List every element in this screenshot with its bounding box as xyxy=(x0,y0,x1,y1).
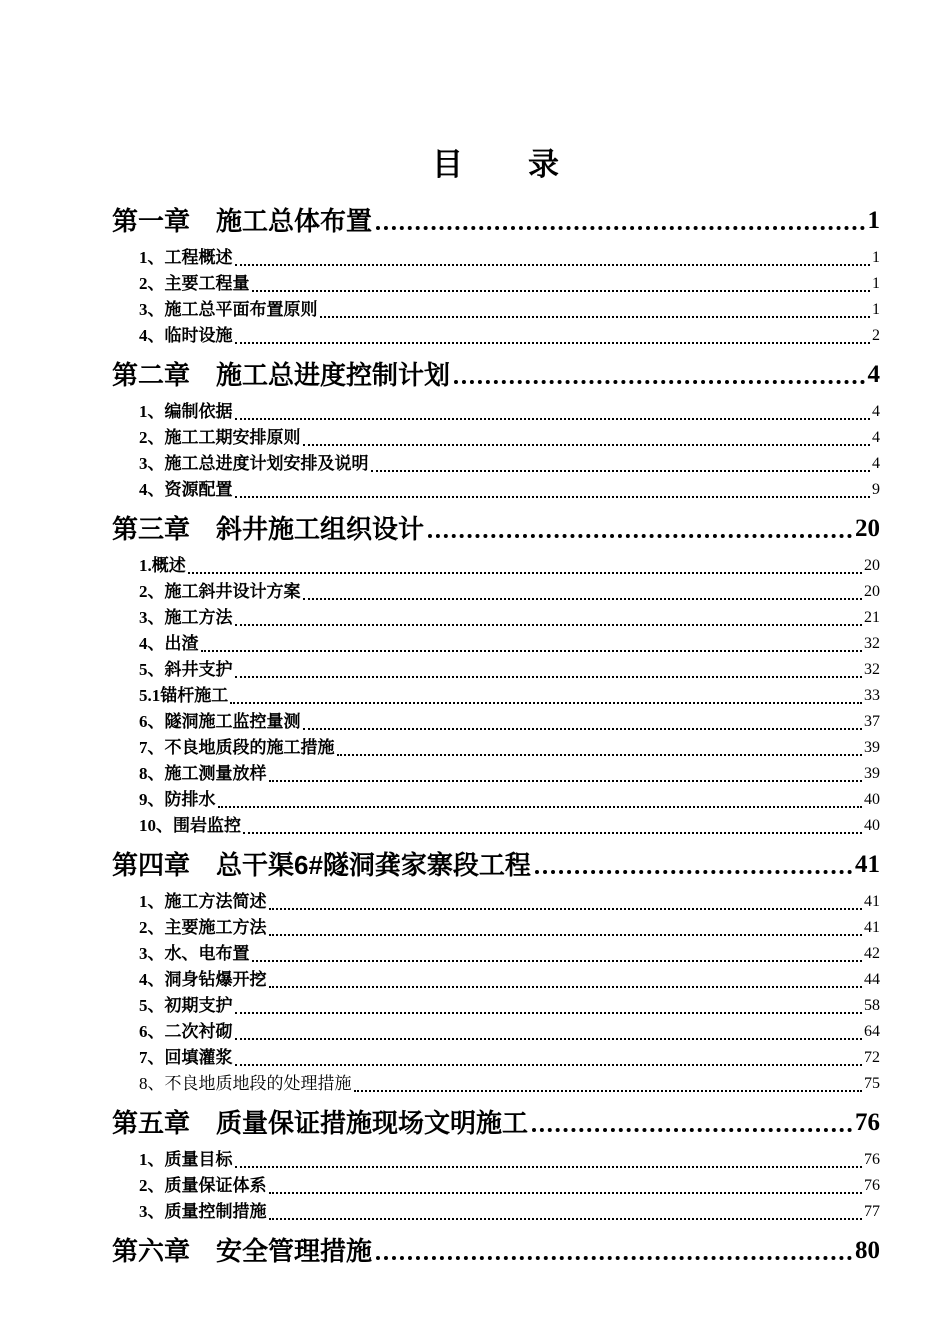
toc-item-label: 4、洞身钻爆开挖 xyxy=(139,970,267,989)
toc-item-row[interactable] xyxy=(139,1019,880,1045)
toc-item-row[interactable] xyxy=(139,271,880,297)
toc-item-label: 5.1锚杆施工 xyxy=(139,686,229,705)
toc-item-label: 6、二次衬砌 xyxy=(139,1022,233,1041)
toc-item-row[interactable] xyxy=(139,1173,880,1199)
toc-item-label: 1、工程概述 xyxy=(139,248,233,267)
toc-item-page-number: 72 xyxy=(864,1049,880,1066)
leader-dots xyxy=(235,676,863,678)
toc-item-page-number: 39 xyxy=(864,765,880,782)
toc-item-row[interactable] xyxy=(139,245,880,271)
toc-chapter xyxy=(112,1106,880,1225)
toc-item-row[interactable] xyxy=(139,889,880,915)
toc-item-row[interactable] xyxy=(139,323,880,349)
toc-item-page-number: 64 xyxy=(864,1023,880,1040)
toc-item-label: 3、施工总进度计划安排及说明 xyxy=(139,454,369,473)
toc-item-page-number: 76 xyxy=(864,1151,880,1168)
toc-item-row[interactable] xyxy=(139,1045,880,1071)
toc-item-label: 1、编制依据 xyxy=(139,402,233,421)
table-of-contents xyxy=(112,204,880,1268)
toc-item-label: 8、施工测量放样 xyxy=(139,764,267,783)
toc-item-label: 1、施工方法简述 xyxy=(139,892,267,911)
toc-item-page-number: 58 xyxy=(864,997,880,1014)
toc-item-page-number: 77 xyxy=(864,1203,880,1220)
toc-chapter xyxy=(112,358,880,503)
toc-item-row[interactable] xyxy=(139,631,880,657)
leader-dots xyxy=(243,832,862,834)
toc-item-page-number: 41 xyxy=(864,893,880,910)
toc-item-page-number: 44 xyxy=(864,971,880,988)
toc-item-page-number: 42 xyxy=(864,945,880,962)
leader-dots xyxy=(230,702,862,704)
leader-dots xyxy=(235,342,871,344)
toc-chapter-page-number: 41 xyxy=(855,851,880,878)
toc-item-page-number: 41 xyxy=(864,919,880,936)
toc-item-row[interactable] xyxy=(139,941,880,967)
toc-chapter-items xyxy=(139,245,880,349)
toc-item-label: 2、主要施工方法 xyxy=(139,918,267,937)
toc-item-page-number: 9 xyxy=(872,481,880,498)
toc-item-label: 3、施工总平面布置原则 xyxy=(139,300,318,319)
toc-chapter xyxy=(112,512,880,839)
leader-dots xyxy=(235,1038,863,1040)
toc-item-label: 2、主要工程量 xyxy=(139,274,250,293)
leader-dots xyxy=(320,316,871,318)
toc-item-label: 7、不良地质段的施工措施 xyxy=(139,738,335,757)
toc-chapter-items xyxy=(139,399,880,503)
toc-item-row[interactable] xyxy=(139,451,880,477)
toc-chapter-page-number: 20 xyxy=(855,515,880,542)
toc-item-row[interactable] xyxy=(139,425,880,451)
toc-item-label: 6、隧洞施工监控量测 xyxy=(139,712,301,731)
toc-chapter-page-number: 80 xyxy=(855,1237,880,1264)
toc-item-row[interactable] xyxy=(139,683,880,709)
leader-dots xyxy=(303,444,871,446)
toc-chapter-row[interactable] xyxy=(112,1106,880,1140)
leader-dots xyxy=(269,934,863,936)
toc-item-page-number: 75 xyxy=(864,1075,880,1092)
toc-item-label: 9、防排水 xyxy=(139,790,216,809)
toc-item-page-number: 4 xyxy=(872,403,880,420)
toc-chapter-row[interactable] xyxy=(112,512,880,546)
toc-item-page-number: 40 xyxy=(864,817,880,834)
toc-item-label: 1、质量目标 xyxy=(139,1150,233,1169)
leader-dots xyxy=(354,1090,863,1092)
toc-item-label: 10、围岩监控 xyxy=(139,816,241,835)
toc-item-row[interactable] xyxy=(139,787,880,813)
toc-chapter xyxy=(112,848,880,1097)
toc-item-label: 2、施工工期安排原则 xyxy=(139,428,301,447)
toc-item-row[interactable] xyxy=(139,915,880,941)
leader-dots xyxy=(303,728,863,730)
toc-item-row[interactable] xyxy=(139,1147,880,1173)
page-title: 目 录 xyxy=(432,147,560,182)
toc-item-row[interactable] xyxy=(139,579,880,605)
toc-chapter-label: 第三章 斜井施工组织设计 xyxy=(112,514,425,544)
leader-dots xyxy=(235,418,871,420)
toc-chapter-label: 第六章 安全管理措施 xyxy=(112,1236,373,1266)
leader-dots xyxy=(376,1256,852,1260)
toc-item-label: 3、施工方法 xyxy=(139,608,233,627)
leader-dots xyxy=(269,780,863,782)
toc-item-page-number: 1 xyxy=(872,275,880,292)
toc-item-page-number: 1 xyxy=(872,249,880,266)
toc-item-label: 3、质量控制措施 xyxy=(139,1202,267,1221)
leader-dots xyxy=(303,598,863,600)
toc-item-page-number: 76 xyxy=(864,1177,880,1194)
toc-chapter-page-number: 76 xyxy=(855,1109,880,1136)
leader-dots xyxy=(188,572,862,574)
toc-item-label: 4、出渣 xyxy=(139,634,199,653)
leader-dots xyxy=(269,908,863,910)
toc-chapter xyxy=(112,1234,880,1268)
leader-dots xyxy=(269,986,863,988)
toc-chapter-items xyxy=(139,889,880,1097)
leader-dots xyxy=(269,1192,863,1194)
toc-item-page-number: 39 xyxy=(864,739,880,756)
toc-item-row[interactable] xyxy=(139,735,880,761)
leader-dots xyxy=(371,470,871,472)
toc-item-row[interactable] xyxy=(139,967,880,993)
toc-item-label: 1.概述 xyxy=(139,556,186,575)
toc-item-label: 2、质量保证体系 xyxy=(139,1176,267,1195)
toc-item-label: 2、施工斜井设计方案 xyxy=(139,582,301,601)
leader-dots xyxy=(252,960,863,962)
leader-dots xyxy=(235,1166,863,1168)
toc-chapter-page-number: 1 xyxy=(867,207,880,234)
toc-item-page-number: 2 xyxy=(872,327,880,344)
toc-item-page-number: 21 xyxy=(864,609,880,626)
toc-item-page-number: 32 xyxy=(864,635,880,652)
toc-chapter-label: 第四章 总干渠6#隧洞龚家寨段工程 xyxy=(112,850,531,880)
toc-item-label: 4、资源配置 xyxy=(139,480,233,499)
leader-dots xyxy=(235,624,863,626)
toc-item-row[interactable] xyxy=(139,657,880,683)
toc-chapter-row[interactable] xyxy=(112,204,880,238)
toc-chapter-row[interactable] xyxy=(112,848,880,882)
toc-chapter-items xyxy=(139,553,880,839)
toc-item-label: 8、不良地质地段的处理措施 xyxy=(139,1074,352,1093)
toc-chapter-row[interactable] xyxy=(112,1234,880,1268)
toc-item-page-number: 20 xyxy=(864,583,880,600)
toc-item-row[interactable] xyxy=(139,709,880,735)
toc-chapter-label: 第二章 施工总进度控制计划 xyxy=(112,360,451,390)
toc-item-row[interactable] xyxy=(139,605,880,631)
toc-item-label: 5、初期支护 xyxy=(139,996,233,1015)
leader-dots xyxy=(218,806,863,808)
leader-dots xyxy=(235,1012,863,1014)
toc-item-row[interactable] xyxy=(139,477,880,503)
leader-dots xyxy=(532,1128,852,1132)
toc-item-page-number: 40 xyxy=(864,791,880,808)
toc-item-page-number: 32 xyxy=(864,661,880,678)
leader-dots xyxy=(201,650,863,652)
leader-dots xyxy=(269,1218,863,1220)
leader-dots xyxy=(235,1064,863,1066)
toc-chapter-row[interactable] xyxy=(112,358,880,392)
toc-chapter xyxy=(112,204,880,349)
toc-item-page-number: 4 xyxy=(872,455,880,472)
toc-item-row[interactable] xyxy=(139,813,880,839)
toc-item-label: 3、水、电布置 xyxy=(139,944,250,963)
toc-chapter-label: 第五章 质量保证措施现场文明施工 xyxy=(112,1108,529,1138)
toc-item-row[interactable] xyxy=(139,761,880,787)
leader-dots xyxy=(535,870,852,874)
leader-dots xyxy=(235,264,871,266)
leader-dots xyxy=(252,290,871,292)
toc-item-label: 5、斜井支护 xyxy=(139,660,233,679)
toc-item-label: 7、回填灌浆 xyxy=(139,1048,233,1067)
toc-item-row[interactable] xyxy=(139,553,880,579)
toc-item-row[interactable] xyxy=(139,1199,880,1225)
toc-chapter-page-number: 4 xyxy=(867,361,880,388)
toc-item-row[interactable] xyxy=(139,399,880,425)
toc-item-page-number: 1 xyxy=(872,301,880,318)
toc-item-label: 4、临时设施 xyxy=(139,326,233,345)
toc-item-row[interactable] xyxy=(139,297,880,323)
toc-item-page-number: 37 xyxy=(864,713,880,730)
toc-chapter-items xyxy=(139,1147,880,1225)
leader-dots xyxy=(428,534,852,538)
leader-dots xyxy=(235,496,871,498)
toc-item-page-number: 33 xyxy=(864,687,880,704)
toc-item-row[interactable] xyxy=(139,1071,880,1097)
leader-dots xyxy=(454,380,864,384)
toc-item-page-number: 20 xyxy=(864,557,880,574)
toc-item-row[interactable] xyxy=(139,993,880,1019)
toc-chapter-label: 第一章 施工总体布置 xyxy=(112,206,373,236)
leader-dots xyxy=(337,754,863,756)
leader-dots xyxy=(376,226,864,230)
toc-item-page-number: 4 xyxy=(872,429,880,446)
